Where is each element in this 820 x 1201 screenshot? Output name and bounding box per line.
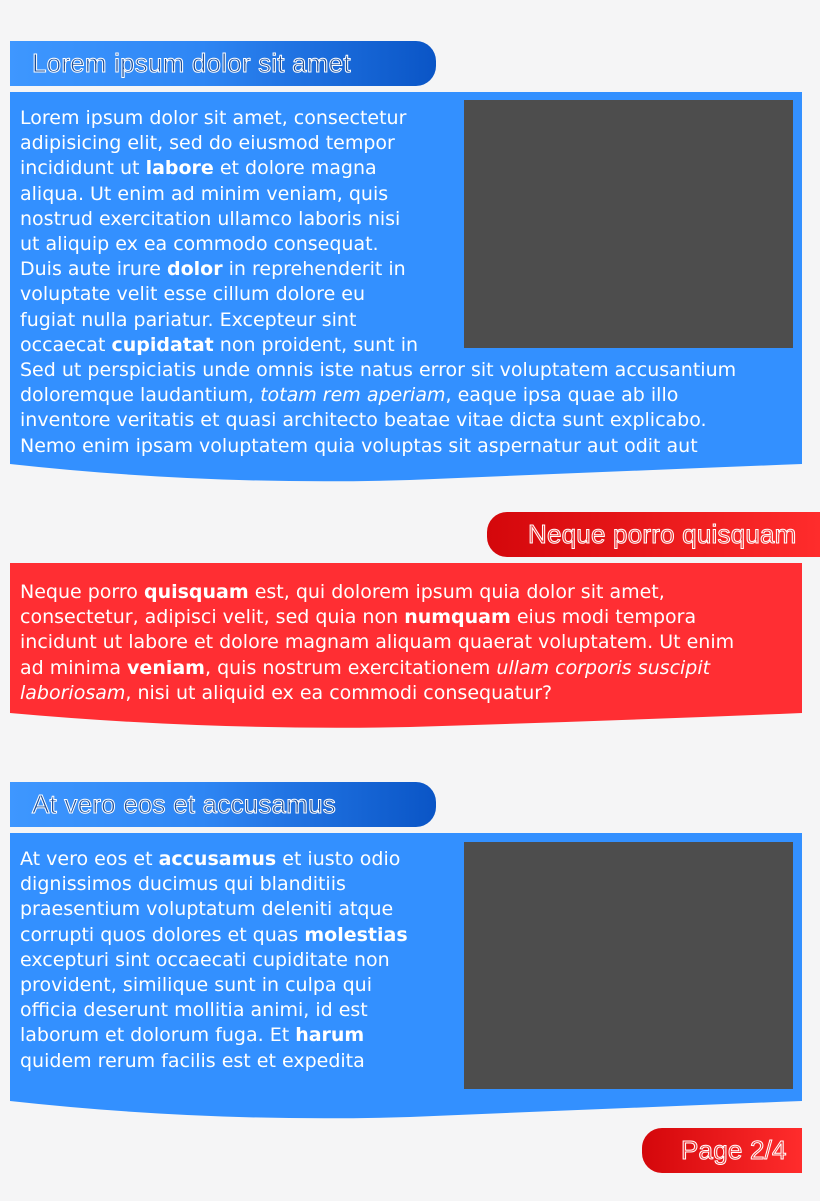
section-3-image-placeholder [464, 842, 793, 1089]
section-1-title-tab [10, 41, 436, 86]
section-1-line: incididunt ut labore et dolore magna [20, 157, 377, 180]
section-2-title-tab [487, 512, 820, 557]
section-1-line: inventore veritatis et quasi architecto beatae vitae dicta sunt explicabo. [20, 409, 707, 432]
page-number: Page 2/4 [681, 1135, 787, 1165]
section-1-panel [10, 92, 802, 484]
section-3-line: quidem rerum facilis est et expedita [20, 1049, 365, 1072]
section-1-line: ut aliquip ex ea commodo consequat. [20, 233, 379, 256]
section-1-line: fugiat nulla pariatur. Excepteur sint [20, 308, 357, 331]
section-2-body [20, 580, 734, 706]
section-3-line: corrupti quos dolores et quas molestias [20, 923, 408, 946]
section-1-line: adipisicing elit, sed do eiusmod tempor [20, 132, 395, 155]
section-1-title: Lorem ipsum dolor sit amet [32, 48, 351, 78]
section-1-line: nostrud exercitation ullamco laboris nisi [20, 207, 401, 230]
section-3-line: dignissimos ducimus qui blanditiis [20, 873, 346, 896]
section-3-title: At vero eos et accusamus [32, 789, 336, 819]
section-3-panel [10, 833, 802, 1123]
page-number-tab [642, 1128, 802, 1173]
section-3-line: provident, similique sunt in culpa qui [20, 974, 373, 997]
section-3-line: praesentium voluptatum deleniti atque [20, 898, 394, 921]
section-1-line: Nemo enim ipsam voluptatem quia voluptas sit aspernatur aut odit aut [20, 434, 698, 457]
section-2-line: ad minima veniam, quis nostrum exercitationem ullam corporis suscipit [20, 656, 711, 679]
section-1-line: doloremque laudantium, totam rem aperiam, eaque ipsa quae ab illo [20, 384, 679, 407]
section-3-line: excepturi sint occaecati cupiditate non [20, 948, 390, 971]
section-2-line: incidunt ut labore et dolore magnam aliquam quaerat voluptatem. Ut enim [20, 631, 735, 654]
section-3-line: officia deserunt mollitia animi, id est [20, 999, 368, 1022]
section-1-line: voluptate velit esse cillum dolore eu [20, 283, 366, 306]
section-2-line: laboriosam, nisi ut aliquid ex ea commodi consequatur? [20, 681, 553, 704]
section-1-line: occaecat cupidatat non proident, sunt in [20, 333, 419, 356]
section-1-line: Duis aute irure dolor in reprehenderit in [20, 258, 406, 281]
section-2-panel [10, 563, 802, 731]
section-1-body [20, 106, 736, 459]
section-1-line: Lorem ipsum dolor sit amet, consectetur [20, 107, 407, 129]
section-3-title-tab [10, 782, 436, 827]
section-2-line: Neque porro quisquam est, qui dolorem ipsum quia dolor sit amet, [20, 581, 665, 603]
section-2-line: consectetur, adipisci velit, sed quia non numquam eius modi tempora [20, 606, 697, 629]
section-1-line: Sed ut perspiciatis unde omnis iste natus error sit voluptatem accusantium [20, 359, 737, 382]
section-3-line: At vero eos et accusamus et iusto odio [20, 848, 401, 870]
section-3-body [20, 847, 408, 1074]
section-2-title: Neque porro quisquam [528, 519, 797, 549]
section-1-line: aliqua. Ut enim ad minim veniam, quis [20, 182, 389, 205]
section-3-line: laborum et dolorum fuga. Et harum [20, 1024, 365, 1047]
